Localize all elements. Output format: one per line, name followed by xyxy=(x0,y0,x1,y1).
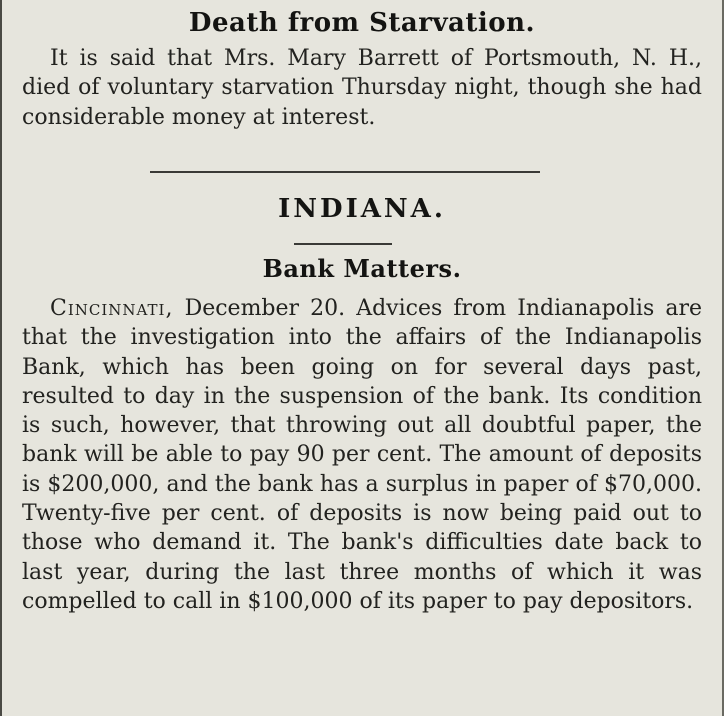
article-divider-rule xyxy=(150,171,540,173)
starvation-article-body: It is said that Mrs. Mary Barrett of Portsmouth, N. H., died of voluntary starvation Thursday night, though she had considerable money at interest. xyxy=(22,46,702,130)
section-divider-rule xyxy=(294,243,392,245)
bank-matters-text: December 20. Advices from Indianapolis are that the investigation into the affairs of the Indianapolis Bank, which has been going on for several days past, resulted to day in the suspension of the bank. Its condition is such, however, that throwing out all doubtful paper, the bank will be able to pay 90 per cent. The amount of deposits is $200,000, and the bank has a surplus in paper of $70,000. Twenty-five per cent. of deposits is now being paid out to those who demand it. The bank's difficulties date back to last year, during the last three months of which it was compelled to call in $100,000 of its paper to pay depositors. xyxy=(22,296,702,614)
starvation-headline: Death from Starvation. xyxy=(188,8,536,38)
article-dateline: Cincinnati, xyxy=(50,296,174,321)
bank-matters-headline: Bank Matters. xyxy=(262,254,462,283)
section-heading-indiana: INDIANA. xyxy=(278,194,446,224)
bank-matters-article-body xyxy=(22,294,702,616)
